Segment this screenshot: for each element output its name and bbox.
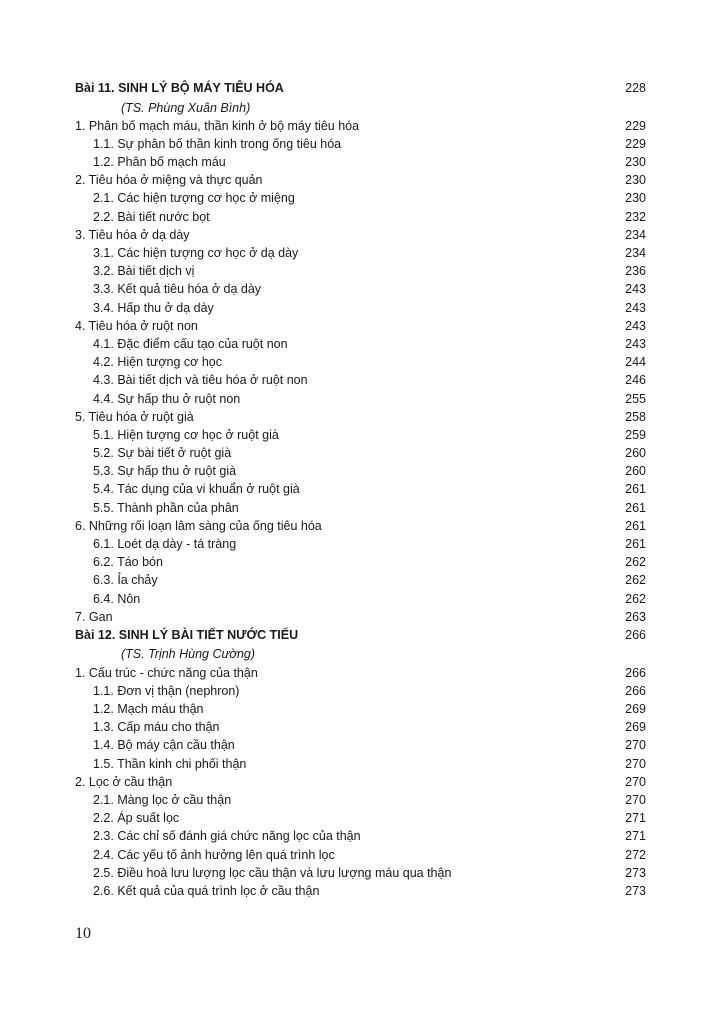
toc-section	[75, 408, 646, 426]
toc-entry-title: 4.2. Hiện tượng cơ học	[93, 355, 222, 370]
toc-entry-title: 1.4. Bộ máy cận cầu thận	[93, 738, 235, 753]
toc-entry-title: (TS. Trịnh Hùng Cường)	[121, 647, 256, 662]
toc-subsection	[75, 809, 646, 827]
toc-entry-title: Bài 11. SINH LÝ BỘ MÁY TIÊU HÓA	[75, 81, 284, 95]
toc-entry-title: 6.1. Loét dạ dày - tá tràng	[93, 537, 237, 551]
toc-subsection	[75, 571, 646, 589]
toc-section	[75, 317, 646, 335]
toc-entry-title: 4. Tiêu hóa ở ruột non	[75, 318, 198, 333]
toc-entry-title: 4.4. Sự hấp thu ở ruột non	[93, 391, 241, 406]
toc-entry-page: 266	[625, 683, 646, 698]
toc-subsection	[75, 189, 646, 207]
toc-entry-title: 1.5. Thần kinh chi phối thận	[93, 756, 247, 771]
toc-entry-page: 262	[625, 591, 646, 606]
toc-entry-title: 5.5. Thành phần của phân	[93, 500, 239, 515]
toc-subsection	[75, 791, 646, 809]
toc-subsection	[75, 371, 646, 389]
toc-entry-title: (TS. Phùng Xuân Bình)	[121, 100, 251, 115]
toc-entry-title: 7. Gan	[75, 609, 113, 624]
toc-entry-page: 246	[625, 373, 646, 388]
toc-entry-page: 234	[625, 246, 646, 260]
table-of-contents	[75, 79, 646, 900]
toc-entry-page: 258	[625, 409, 646, 424]
toc-entry-title: 3.3. Kết quả tiêu hóa ở dạ dày	[93, 282, 262, 297]
toc-entry-title: 1.1. Sự phân bố thần kinh trong ống tiêu hóa	[93, 136, 342, 151]
toc-chapter	[75, 626, 646, 646]
toc-entry-page: 232	[625, 209, 646, 224]
toc-entry-title: 3.1. Các hiện tượng cơ học ở dạ dày	[93, 246, 299, 260]
toc-entry-page: 261	[625, 537, 646, 551]
toc-entry-title: 5.4. Tác dụng của vi khuẩn ở ruột già	[93, 482, 300, 497]
toc-entry-page: 266	[625, 665, 646, 680]
toc-entry-title: 1. Phân bố mạch máu, thần kinh ở bộ máy tiêu hóa	[75, 118, 360, 133]
toc-entry-page: 243	[625, 282, 646, 297]
toc-entry-page: 234	[625, 227, 646, 242]
toc-entry-title: 2.2. Bài tiết nước bọt	[93, 209, 210, 224]
toc-entry-page: 273	[625, 883, 646, 898]
toc-subsection	[75, 280, 646, 298]
toc-entry-page: 228	[625, 81, 646, 95]
toc-entry-page: 271	[625, 829, 646, 844]
toc-subsection	[75, 590, 646, 608]
toc-entry-page: 261	[625, 482, 646, 497]
toc-entry-title: 1.3. Cấp máu cho thận	[93, 720, 220, 735]
toc-entry-page: 243	[625, 318, 646, 333]
toc-section	[75, 226, 646, 244]
toc-subsection	[75, 700, 646, 718]
toc-entry-title: 2.2. Áp suất lọc	[93, 811, 180, 826]
toc-entry-title: 1.2. Phân bố mạch máu	[93, 155, 226, 170]
toc-entry-page: 260	[625, 464, 646, 479]
toc-entry-page: 230	[625, 173, 646, 188]
toc-subsection	[75, 682, 646, 700]
toc-entry-title: 2.3. Các chỉ số đánh giá chức năng lọc của thận	[93, 829, 361, 844]
toc-entry-page: 230	[625, 191, 646, 206]
toc-entry-title: 4.3. Bài tiết dịch và tiêu hóa ở ruột non	[93, 373, 308, 388]
toc-subsection	[75, 755, 646, 773]
toc-entry-page: 229	[625, 136, 646, 151]
toc-subsection	[75, 299, 646, 317]
toc-subsection	[75, 444, 646, 462]
toc-section	[75, 664, 646, 682]
toc-section	[75, 608, 646, 626]
toc-entry-title: 1.1. Đơn vị thận (nephron)	[93, 683, 240, 698]
toc-subsection	[75, 244, 646, 262]
toc-section	[75, 773, 646, 791]
toc-entry-page: 266	[625, 627, 646, 642]
toc-entry-title: 3. Tiêu hóa ở dạ dày	[75, 227, 190, 242]
toc-entry-page: 243	[625, 300, 646, 315]
toc-entry-page: 270	[625, 774, 646, 789]
toc-section	[75, 117, 646, 135]
toc-section	[75, 171, 646, 189]
toc-subsection	[75, 262, 646, 280]
toc-entry-title: Bài 12. SINH LÝ BÀI TIẾT NƯỚC TIỂU	[75, 627, 299, 642]
toc-entry-page: 273	[625, 865, 646, 880]
toc-subsection	[75, 426, 646, 444]
toc-entry-page: 262	[625, 573, 646, 588]
toc-subsection	[75, 462, 646, 480]
toc-entry-title: 2.6. Kết quả của quá trình lọc ở cầu thận	[93, 883, 320, 898]
toc-entry-title: 2. Lọc ở cầu thận	[75, 774, 173, 789]
toc-subsection	[75, 718, 646, 736]
toc-entry-page: 272	[625, 847, 646, 862]
toc-subsection	[75, 208, 646, 226]
toc-entry-page: 260	[625, 446, 646, 461]
toc-subsection	[75, 553, 646, 571]
toc-author	[75, 99, 646, 117]
toc-entry-page: 262	[625, 555, 646, 570]
toc-subsection	[75, 535, 646, 553]
toc-entry-title: 5. Tiêu hóa ở ruột già	[75, 409, 194, 424]
toc-subsection	[75, 390, 646, 408]
toc-subsection	[75, 135, 646, 153]
toc-subsection	[75, 846, 646, 864]
toc-entry-page: 270	[625, 756, 646, 771]
toc-subsection	[75, 499, 646, 517]
toc-subsection	[75, 153, 646, 171]
toc-entry-page: 271	[625, 811, 646, 826]
toc-subsection	[75, 882, 646, 900]
toc-entry-title: 3.2. Bài tiết dịch vị	[93, 264, 195, 279]
toc-entry-title: 2.5. Điều hoà lưu lượng lọc cầu thận và lưu lượng máu qua thận	[93, 865, 452, 880]
toc-entry-page: 270	[625, 792, 646, 807]
toc-entry-page: 269	[625, 720, 646, 735]
toc-entry-title: 2.1. Các hiện tượng cơ học ở miệng	[93, 191, 295, 206]
toc-entry-title: 5.3. Sự hấp thu ở ruột già	[93, 464, 237, 479]
toc-entry-page: 255	[625, 391, 646, 406]
toc-subsection	[75, 335, 646, 353]
toc-entry-title: 2. Tiêu hóa ở miệng và thực quản	[75, 173, 263, 188]
toc-entry-title: 4.1. Đặc điểm cấu tạo của ruột non	[93, 336, 288, 351]
toc-subsection	[75, 827, 646, 845]
toc-subsection	[75, 736, 646, 754]
toc-entry-title: 1.2. Mạch máu thận	[93, 702, 204, 716]
toc-entry-title: 2.4. Các yếu tố ảnh hưởng lên quá trình lọc	[93, 847, 335, 862]
toc-entry-title: 3.4. Hấp thu ở dạ dày	[93, 300, 214, 315]
page-number: 10	[75, 925, 91, 942]
toc-entry-title: 6.4. Nôn	[93, 591, 141, 606]
toc-entry-title: 6.3. Ỉa chảy	[93, 573, 158, 588]
toc-entry-page: 261	[625, 500, 646, 515]
toc-entry-page: 243	[625, 336, 646, 351]
toc-entry-title: 6. Những rối loạn lâm sàng của ống tiêu hóa	[75, 518, 322, 533]
toc-entry-page: 269	[625, 702, 646, 716]
toc-entry-page: 270	[625, 738, 646, 753]
toc-entry-page: 244	[625, 355, 646, 370]
toc-entry-page: 236	[625, 264, 646, 279]
toc-entry-title: 6.2. Táo bón	[93, 555, 163, 570]
toc-entry-title: 5.1. Hiện tượng cơ học ở ruột già	[93, 427, 279, 442]
toc-entry-page: 230	[625, 155, 646, 170]
toc-chapter	[75, 79, 646, 99]
toc-entry-page: 261	[625, 518, 646, 533]
toc-entry-title: 1. Cấu trúc - chức năng của thận	[75, 665, 258, 680]
toc-entry-page: 229	[625, 118, 646, 133]
toc-subsection	[75, 864, 646, 882]
toc-entry-page: 263	[625, 609, 646, 624]
toc-subsection	[75, 353, 646, 371]
toc-entry-page: 259	[625, 427, 646, 442]
toc-entry-title: 5.2. Sự bài tiết ở ruột già	[93, 446, 232, 461]
toc-section	[75, 517, 646, 535]
toc-entry-title: 2.1. Màng lọc ở cầu thận	[93, 792, 232, 807]
toc-author	[75, 645, 646, 663]
toc-subsection	[75, 480, 646, 498]
